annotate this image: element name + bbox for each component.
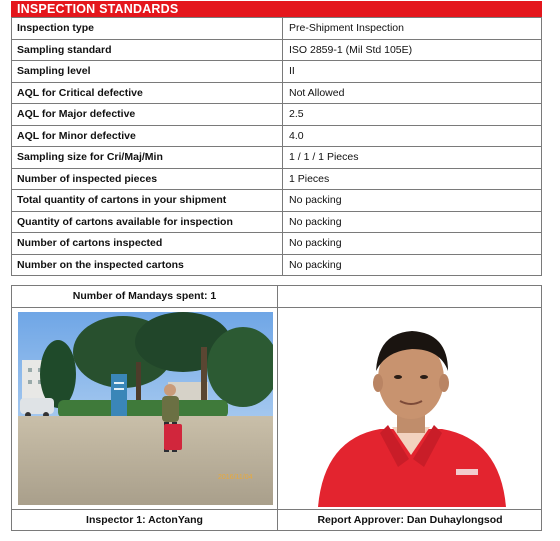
row-value: 1 Pieces <box>283 168 542 190</box>
column-divider <box>277 286 278 530</box>
approver-caption: Report Approver: Dan Duhaylongsod <box>317 514 503 526</box>
inspector-photo-icon <box>18 312 273 505</box>
row-label: Total quantity of cartons in your shipment <box>12 190 283 212</box>
row-value: II <box>283 61 542 83</box>
table-row <box>12 190 542 212</box>
section-title: INSPECTION STANDARDS <box>17 2 179 16</box>
table-row <box>12 168 542 190</box>
table-row <box>12 147 542 169</box>
row-label: Sampling level <box>12 61 283 83</box>
row-label: Sampling size for Cri/Maj/Min <box>12 147 283 169</box>
row-value: No packing <box>283 211 542 233</box>
row-value: 4.0 <box>283 125 542 147</box>
table-row <box>12 254 542 276</box>
row-label: Quantity of cartons available for inspection <box>12 211 283 233</box>
row-label: AQL for Minor defective <box>12 125 283 147</box>
section-header <box>11 1 542 17</box>
photo-section <box>11 285 542 531</box>
approver-portrait <box>288 309 533 507</box>
row-value: No packing <box>283 190 542 212</box>
table-row <box>12 211 542 233</box>
approver-portrait-icon <box>288 309 533 507</box>
table-row <box>12 104 542 126</box>
table-row <box>12 82 542 104</box>
row-value: 2.5 <box>283 104 542 126</box>
mandays-label: Number of Mandays spent: 1 <box>72 290 217 302</box>
inspector-photo <box>18 312 273 505</box>
inspector-caption: Inspector 1: ActonYang <box>86 514 203 526</box>
table-row <box>12 61 542 83</box>
inspection-standards-table <box>11 17 542 276</box>
row-label: AQL for Critical defective <box>12 82 283 104</box>
row-label: Number of inspected pieces <box>12 168 283 190</box>
photo-timestamp: 2016/11/04 <box>218 474 253 481</box>
row-value: No packing <box>283 254 542 276</box>
row-label: Inspection type <box>12 18 283 40</box>
row-label: Number on the inspected cartons <box>12 254 283 276</box>
row-value: 1 / 1 / 1 Pieces <box>283 147 542 169</box>
table-row <box>12 39 542 61</box>
table-row <box>12 125 542 147</box>
row-value: ISO 2859-1 (Mil Std 105E) <box>283 39 542 61</box>
row-value: No packing <box>283 233 542 255</box>
row-value: Not Allowed <box>283 82 542 104</box>
row-label: Sampling standard <box>12 39 283 61</box>
table-row <box>12 233 542 255</box>
row-label: AQL for Major defective <box>12 104 283 126</box>
table-row <box>12 18 542 40</box>
row-divider <box>12 307 541 308</box>
row-value: Pre-Shipment Inspection <box>283 18 542 40</box>
row-label: Number of cartons inspected <box>12 233 283 255</box>
